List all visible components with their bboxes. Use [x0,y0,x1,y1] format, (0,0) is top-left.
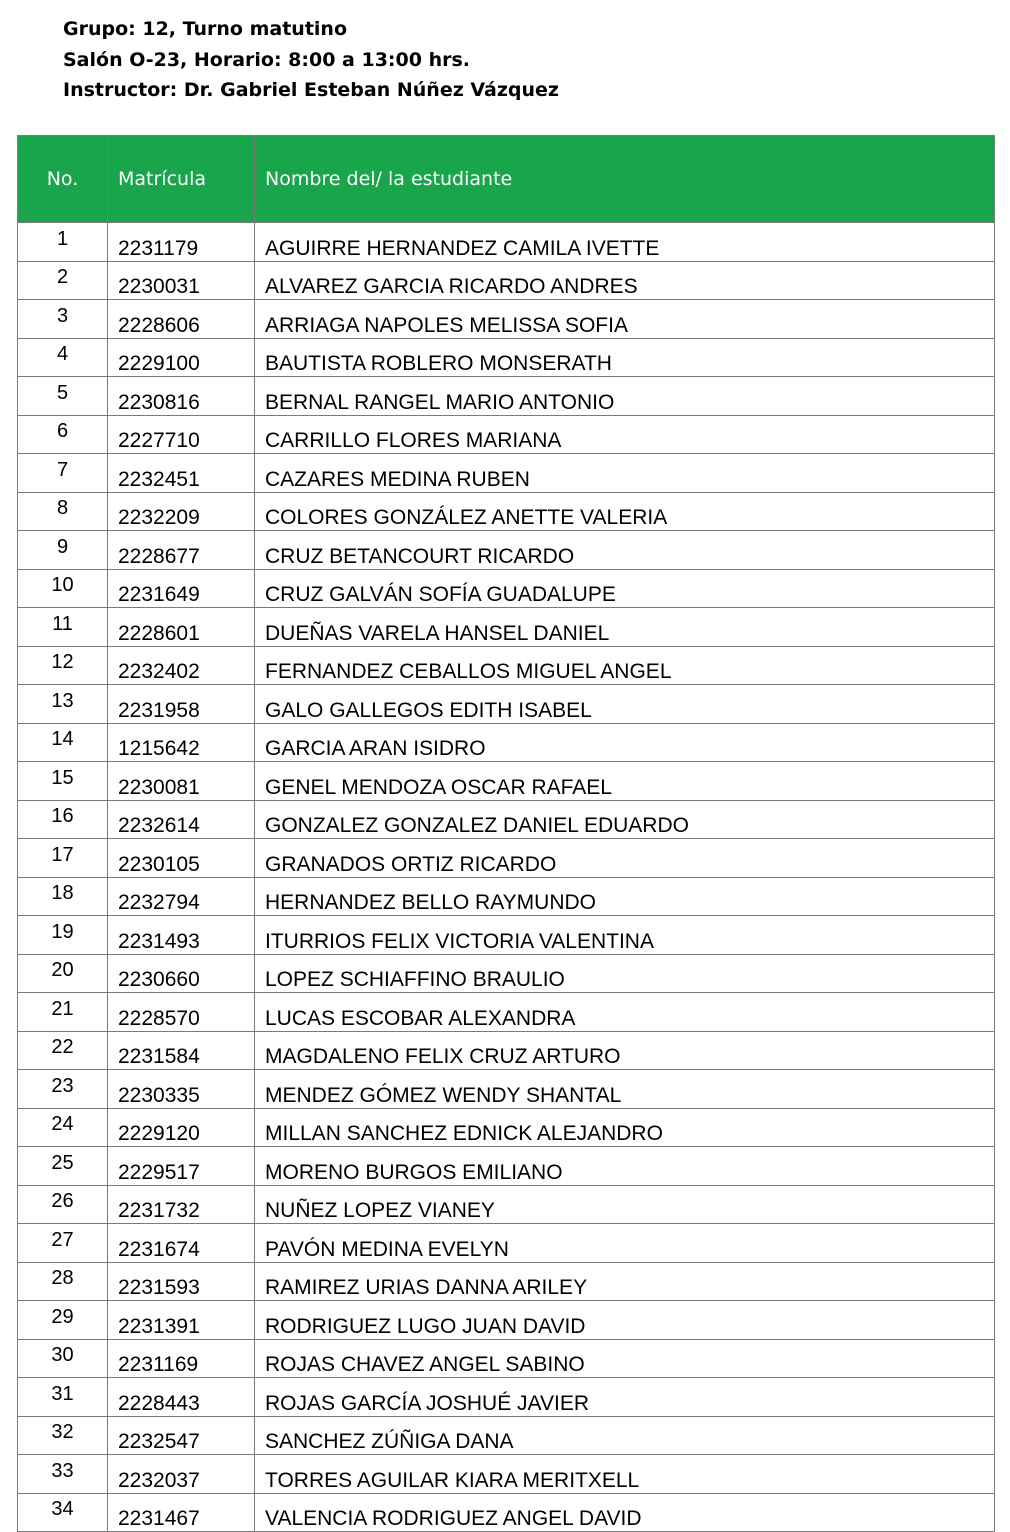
student-id: 2230105 [108,839,255,878]
student-name: CRUZ BETANCOURT RICARDO [255,531,995,570]
table-row [18,1070,995,1109]
row-number: 26 [18,1185,108,1224]
student-id: 2228443 [108,1378,255,1417]
row-number: 8 [18,492,108,531]
student-id: 2230816 [108,377,255,416]
table-row [18,454,995,493]
table-row [18,762,995,801]
table-row [18,338,995,377]
table-row [18,1185,995,1224]
student-id: 2232037 [108,1455,255,1494]
student-name: GRANADOS ORTIZ RICARDO [255,839,995,878]
student-name: ARRIAGA NAPOLES MELISSA SOFIA [255,300,995,339]
student-name: GARCIA ARAN ISIDRO [255,723,995,762]
student-name: GONZALEZ GONZALEZ DANIEL EDUARDO [255,800,995,839]
student-id: 2231391 [108,1301,255,1340]
column-header-nombre: Nombre del/ la estudiante [255,136,995,223]
table-row [18,608,995,647]
student-name: RAMIREZ URIAS DANNA ARILEY [255,1262,995,1301]
row-number: 11 [18,608,108,647]
table-row [18,1455,995,1494]
table-row [18,723,995,762]
student-name: SANCHEZ ZÚÑIGA DANA [255,1416,995,1455]
document-header [63,14,559,106]
student-name: CAZARES MEDINA RUBEN [255,454,995,493]
student-name: COLORES GONZÁLEZ ANETTE VALERIA [255,492,995,531]
row-number: 10 [18,569,108,608]
student-id: 2232547 [108,1416,255,1455]
student-id: 2228606 [108,300,255,339]
student-id: 2231732 [108,1185,255,1224]
student-id: 2232209 [108,492,255,531]
table-row [18,916,995,955]
row-number: 29 [18,1301,108,1340]
table-row [18,877,995,916]
row-number: 2 [18,261,108,300]
student-id: 2231169 [108,1339,255,1378]
row-number: 30 [18,1339,108,1378]
student-name: ALVAREZ GARCIA RICARDO ANDRES [255,261,995,300]
table-row [18,1031,995,1070]
row-number: 24 [18,1108,108,1147]
table-row [18,377,995,416]
student-name: FERNANDEZ CEBALLOS MIGUEL ANGEL [255,646,995,685]
table-row [18,1224,995,1263]
table-row [18,1301,995,1340]
student-id: 2231493 [108,916,255,955]
student-name: CARRILLO FLORES MARIANA [255,415,995,454]
student-id: 2231649 [108,569,255,608]
row-number: 13 [18,685,108,724]
row-number: 23 [18,1070,108,1109]
table-row [18,415,995,454]
student-name: LOPEZ SCHIAFFINO BRAULIO [255,954,995,993]
row-number: 4 [18,338,108,377]
student-name: GENEL MENDOZA OSCAR RAFAEL [255,762,995,801]
student-id: 2231179 [108,223,255,262]
row-number: 16 [18,800,108,839]
instructor-line: Instructor: Dr. Gabriel Esteban Núñez Vázquez [63,79,559,101]
student-id: 2228601 [108,608,255,647]
table-row [18,1262,995,1301]
row-number: 21 [18,993,108,1032]
student-id: 2231584 [108,1031,255,1070]
table-row [18,569,995,608]
row-number: 18 [18,877,108,916]
table-row [18,223,995,262]
student-id: 2232451 [108,454,255,493]
row-number: 25 [18,1147,108,1186]
row-number: 1 [18,223,108,262]
table-row [18,646,995,685]
table-row [18,261,995,300]
table-row [18,800,995,839]
student-id: 2227710 [108,415,255,454]
student-id: 1215642 [108,723,255,762]
row-number: 15 [18,762,108,801]
row-number: 3 [18,300,108,339]
row-number: 19 [18,916,108,955]
student-id: 2228677 [108,531,255,570]
student-name: TORRES AGUILAR KIARA MERITXELL [255,1455,995,1494]
row-number: 9 [18,531,108,570]
student-id: 2232402 [108,646,255,685]
row-number: 5 [18,377,108,416]
table-row [18,1493,995,1532]
student-id: 2231593 [108,1262,255,1301]
student-id: 2231467 [108,1493,255,1532]
student-name: MENDEZ GÓMEZ WENDY SHANTAL [255,1070,995,1109]
row-number: 20 [18,954,108,993]
table-row [18,1378,995,1417]
student-name: HERNANDEZ BELLO RAYMUNDO [255,877,995,916]
table-row [18,1339,995,1378]
student-name: BAUTISTA ROBLERO MONSERATH [255,338,995,377]
student-name: DUEÑAS VARELA HANSEL DANIEL [255,608,995,647]
student-id: 2231958 [108,685,255,724]
table-row [18,1416,995,1455]
student-id: 2229120 [108,1108,255,1147]
student-name: CRUZ GALVÁN SOFÍA GUADALUPE [255,569,995,608]
row-number: 33 [18,1455,108,1494]
student-name: PAVÓN MEDINA EVELYN [255,1224,995,1263]
row-number: 28 [18,1262,108,1301]
row-number: 6 [18,415,108,454]
student-id: 2231674 [108,1224,255,1263]
row-number: 34 [18,1493,108,1532]
row-number: 32 [18,1416,108,1455]
student-roster-table [17,135,995,1532]
table-row [18,531,995,570]
student-name: MORENO BURGOS EMILIANO [255,1147,995,1186]
student-id: 2230081 [108,762,255,801]
row-number: 14 [18,723,108,762]
row-number: 17 [18,839,108,878]
student-name: MILLAN SANCHEZ EDNICK ALEJANDRO [255,1108,995,1147]
table-row [18,1108,995,1147]
row-number: 31 [18,1378,108,1417]
group-shift-line: Grupo: 12, Turno matutino [63,18,347,40]
column-header-matricula: Matrícula [108,136,255,223]
student-name: NUÑEZ LOPEZ VIANEY [255,1185,995,1224]
table-row [18,685,995,724]
table-row [18,1147,995,1186]
row-number: 27 [18,1224,108,1263]
student-name: ROJAS CHAVEZ ANGEL SABINO [255,1339,995,1378]
row-number: 22 [18,1031,108,1070]
student-name: GALO GALLEGOS EDITH ISABEL [255,685,995,724]
row-number: 12 [18,646,108,685]
student-name: MAGDALENO FELIX CRUZ ARTURO [255,1031,995,1070]
table-row [18,300,995,339]
column-header-no: No. [18,136,108,223]
student-id: 2230031 [108,261,255,300]
table-header-row [18,136,995,223]
student-name: BERNAL RANGEL MARIO ANTONIO [255,377,995,416]
student-name: ROJAS GARCÍA JOSHUÉ JAVIER [255,1378,995,1417]
student-id: 2230660 [108,954,255,993]
student-name: ITURRIOS FELIX VICTORIA VALENTINA [255,916,995,955]
student-id: 2229100 [108,338,255,377]
student-name: VALENCIA RODRIGUEZ ANGEL DAVID [255,1493,995,1532]
room-schedule-line: Salón O-23, Horario: 8:00 a 13:00 hrs. [63,48,470,71]
table-row [18,993,995,1032]
table-body [18,223,995,1532]
student-id: 2229517 [108,1147,255,1186]
table-row [18,954,995,993]
row-number: 7 [18,454,108,493]
student-id: 2228570 [108,993,255,1032]
student-id: 2230335 [108,1070,255,1109]
student-id: 2232794 [108,877,255,916]
student-name: RODRIGUEZ LUGO JUAN DAVID [255,1301,995,1340]
student-id: 2232614 [108,800,255,839]
student-name: LUCAS ESCOBAR ALEXANDRA [255,993,995,1032]
student-name: AGUIRRE HERNANDEZ CAMILA IVETTE [255,223,995,262]
table-row [18,839,995,878]
table-row [18,492,995,531]
